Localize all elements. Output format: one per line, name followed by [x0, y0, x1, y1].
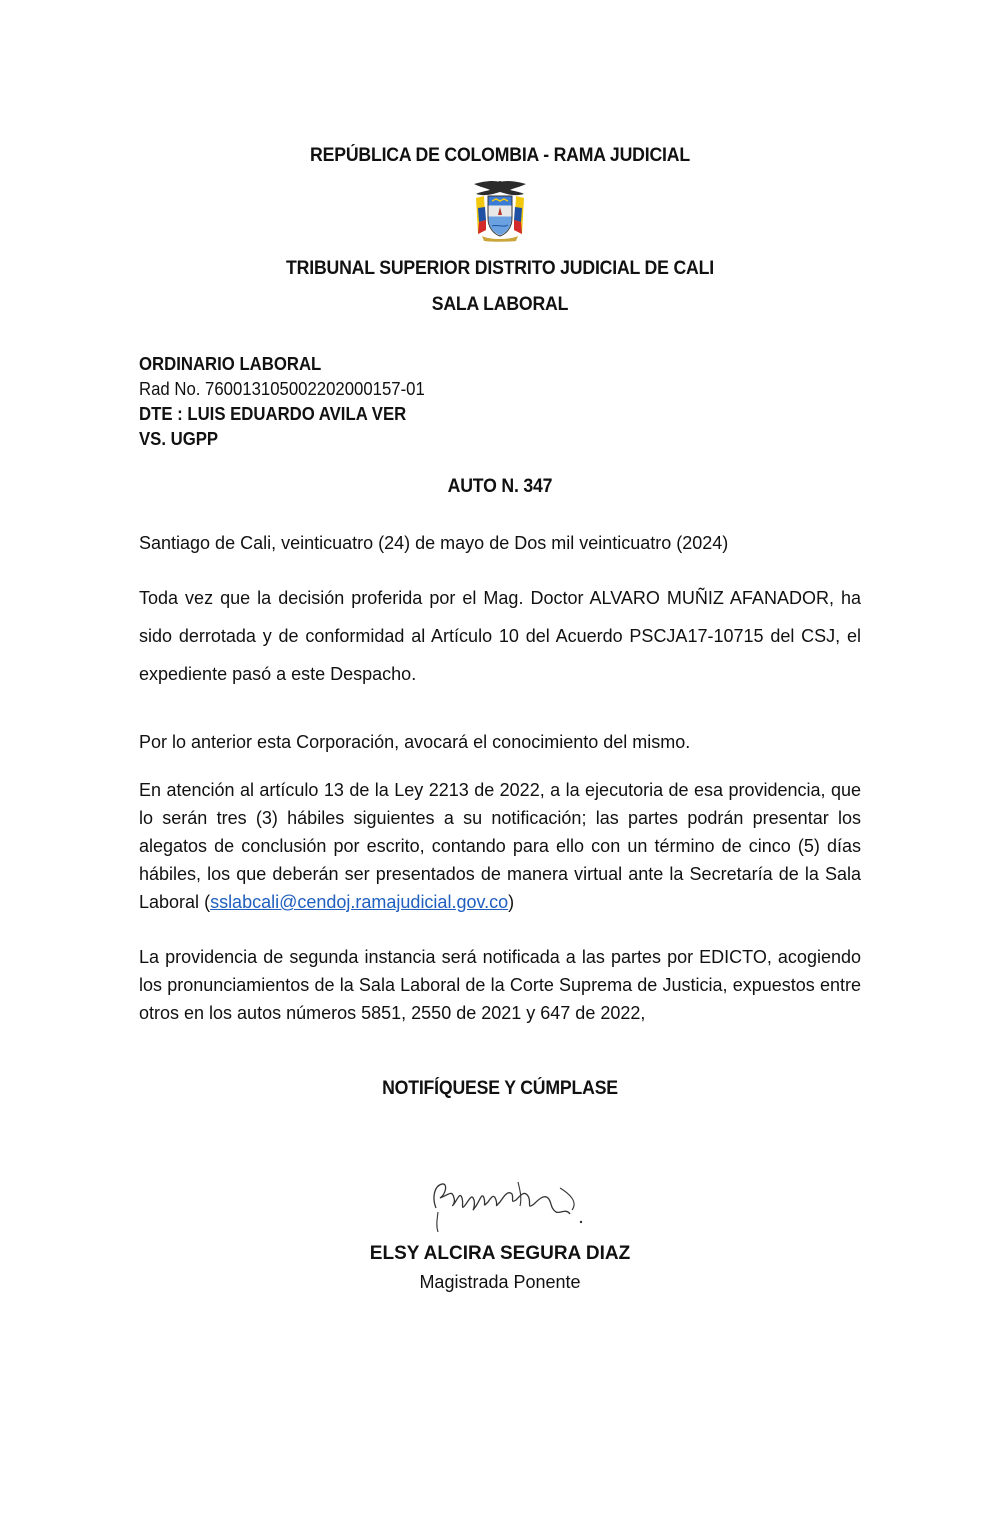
case-type: ORDINARIO LABORAL [139, 354, 322, 374]
signer-role: Magistrada Ponente [419, 1272, 581, 1292]
auto-number: AUTO N. 347 [447, 476, 553, 497]
signer-name: ELSY ALCIRA SEGURA DIAZ [369, 1243, 631, 1264]
case-details [139, 352, 446, 452]
paragraph-3-text: En atención al artículo 13 de la Ley 2213 de 2022, a la ejecutoria de esa providencia, que lo serán tres (3) hábiles siguientes a su notificación; las partes podrán presentar los alegatos de conclusión por escrito, contando para ello con un término de cinco (5) días hábiles, los que deberán ser presentados de manera virtual ante la Secretaría de la Sala Laboral [139, 780, 861, 912]
paragraph-3 [139, 776, 861, 916]
republic-heading: REPÚBLICA DE COLOMBIA - RAMA JUDICIAL [310, 145, 690, 166]
paragraph-2: Por lo anterior esta Corporación, avocará el conocimiento del mismo. [139, 732, 691, 752]
sala-heading: SALA LABORAL [431, 294, 569, 315]
paragraph-1: Toda vez que la decisión proferida por el Mag. Doctor ALVARO MUÑIZ AFANADOR, ha sido derrotada y de conformidad al Artículo 10 del Acuerdo PSCJA17-10715 del CSJ, el expediente pasó a este Despacho. [139, 588, 861, 684]
secretaria-email-link[interactable]: sslabcali@cendoj.ramajudicial.gov.co [210, 892, 509, 912]
case-radicado: Rad No. 760013105002202000157-01 [139, 379, 425, 399]
paragraph-4: La providencia de segunda instancia será notificada a las partes por EDICTO, acogiendo los pronunciamientos de la Sala Laboral de la Corte Suprema de Justicia, expuestos entre otros en los autos números 5851, 2550 de 2021 y 647 de 2022, [139, 947, 861, 1023]
case-demandante: DTE : LUIS EDUARDO AVILA VER [139, 404, 407, 424]
closing-heading: NOTIFÍQUESE Y CÚMPLASE [382, 1078, 618, 1099]
handwritten-signature-icon [420, 1168, 590, 1234]
paragraph-3-open: ( [204, 892, 211, 912]
tribunal-heading: TRIBUNAL SUPERIOR DISTRITO JUDICIAL DE CALI [286, 258, 714, 279]
colombia-coat-of-arms-icon [470, 178, 530, 242]
paragraph-3-close: ) [508, 892, 515, 912]
case-demandado: VS. UGPP [139, 429, 219, 449]
date-line: Santiago de Cali, veinticuatro (24) de mayo de Dos mil veinticuatro (2024) [139, 533, 729, 553]
